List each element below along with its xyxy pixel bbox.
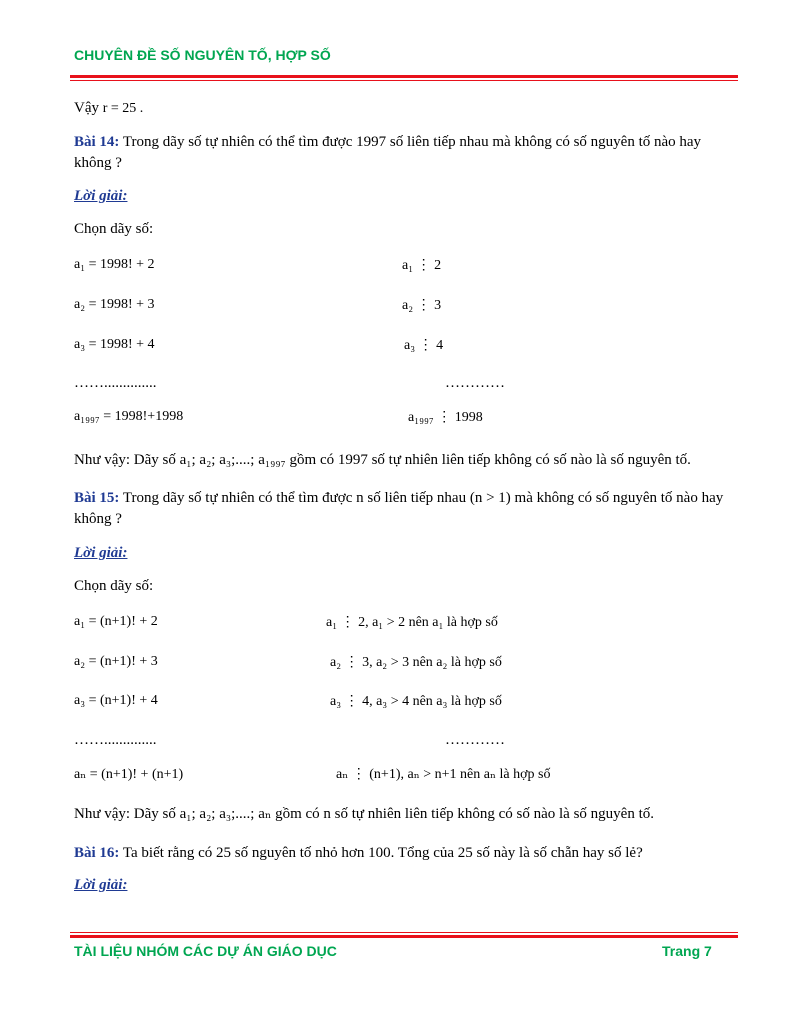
footer-left: TÀI LIỆU NHÓM CÁC DỰ ÁN GIÁO DỤC bbox=[74, 943, 337, 959]
bai14-problem bbox=[74, 132, 736, 174]
bai14-row3-left: a₃ = 1998! + 4 bbox=[74, 337, 155, 352]
footer-rule-thick bbox=[70, 935, 738, 938]
bai15-row2-left: a₂ = (n+1)! + 3 bbox=[74, 654, 158, 669]
page-number: Trang 7 bbox=[662, 943, 712, 959]
bai15-row5-right: aₙ ⋮ (n+1), aₙ > n+1 nên aₙ là hợp số bbox=[336, 767, 551, 782]
bai14-row1-right: a₁ ⋮ 2 bbox=[402, 258, 442, 273]
bai14-row4-right: ………… bbox=[445, 375, 505, 391]
bai14-row5-left: a₁₉₉₇ = 1998!+1998 bbox=[74, 409, 184, 424]
vay-line bbox=[74, 100, 143, 117]
bai14-row2-left: a₂ = 1998! + 3 bbox=[74, 297, 155, 312]
bai16-label: Bài 16: bbox=[74, 845, 120, 861]
bai15-label: Bài 15: bbox=[74, 490, 120, 506]
bai15-chon: Chọn dãy số: bbox=[74, 578, 154, 594]
bai14-row4-left: …….............. bbox=[74, 375, 157, 391]
bai15-row5-left: aₙ = (n+1)! + (n+1) bbox=[74, 767, 184, 782]
bai15-row4-right: ………… bbox=[445, 732, 505, 748]
bai14-row2-right: a₂ ⋮ 3 bbox=[402, 298, 442, 313]
bai14-conclusion: Như vậy: Dãy số a₁; a₂; a₃;....; a₁₉₉₇ gồm có 1997 số tự nhiên liên tiếp không có số nào là số nguyên tố. bbox=[74, 452, 691, 468]
bai15-text: Trong dãy số tự nhiên có thể tìm được n số liên tiếp nhau (n > 1) mà không có số nguyên tố nào hay không ? bbox=[74, 490, 724, 527]
bai14-text: Trong dãy số tự nhiên có thể tìm được 1997 số liên tiếp nhau mà không có số nguyên tố nào hay không ? bbox=[74, 134, 702, 171]
vay-prefix: Vậy bbox=[74, 100, 99, 116]
bai14-row1-left: a₁ = 1998! + 2 bbox=[74, 257, 155, 272]
bai14-loigiai: Lời giải: bbox=[74, 188, 128, 204]
bai15-row2-right: a₂ ⋮ 3, a₂ > 3 nên a₂ là hợp số bbox=[330, 655, 502, 670]
vay-expr: r = 25 . bbox=[102, 101, 144, 116]
bai14-row3-right: a₃ ⋮ 4 bbox=[404, 338, 444, 353]
page-header-title: CHUYÊN ĐỀ SỐ NGUYÊN TỐ, HỢP SỐ bbox=[74, 47, 331, 63]
bai16-problem bbox=[74, 843, 736, 864]
bai15-row1-left: a₁ = (n+1)! + 2 bbox=[74, 614, 158, 629]
bai16-text: Ta biết rằng có 25 số nguyên tố nhỏ hơn 100. Tổng của 25 số này là số chẵn hay số lẻ? bbox=[122, 845, 643, 861]
bai15-conclusion: Như vậy: Dãy số a₁; a₂; a₃;....; aₙ gồm có n số tự nhiên liên tiếp không có số nào là số nguyên tố. bbox=[74, 806, 655, 822]
bai15-row1-right: a₁ ⋮ 2, a₁ > 2 nên a₁ là hợp số bbox=[326, 615, 498, 630]
bai15-row4-left: …….............. bbox=[74, 732, 157, 748]
bai15-row3-right: a₃ ⋮ 4, a₃ > 4 nên a₃ là hợp số bbox=[330, 694, 502, 709]
bai14-chon: Chọn dãy số: bbox=[74, 221, 154, 237]
bai14-label: Bài 14: bbox=[74, 134, 120, 150]
bai15-problem bbox=[74, 488, 736, 530]
bai15-row3-left: a₃ = (n+1)! + 4 bbox=[74, 693, 158, 708]
header-rule-thin bbox=[70, 80, 738, 81]
bai16-loigiai: Lời giải: bbox=[74, 877, 128, 893]
bai15-loigiai: Lời giải: bbox=[74, 545, 128, 561]
footer-rule-thin bbox=[70, 932, 738, 933]
bai14-row5-right: a₁₉₉₇ ⋮ 1998 bbox=[408, 410, 483, 425]
header-rule-thick bbox=[70, 75, 738, 78]
